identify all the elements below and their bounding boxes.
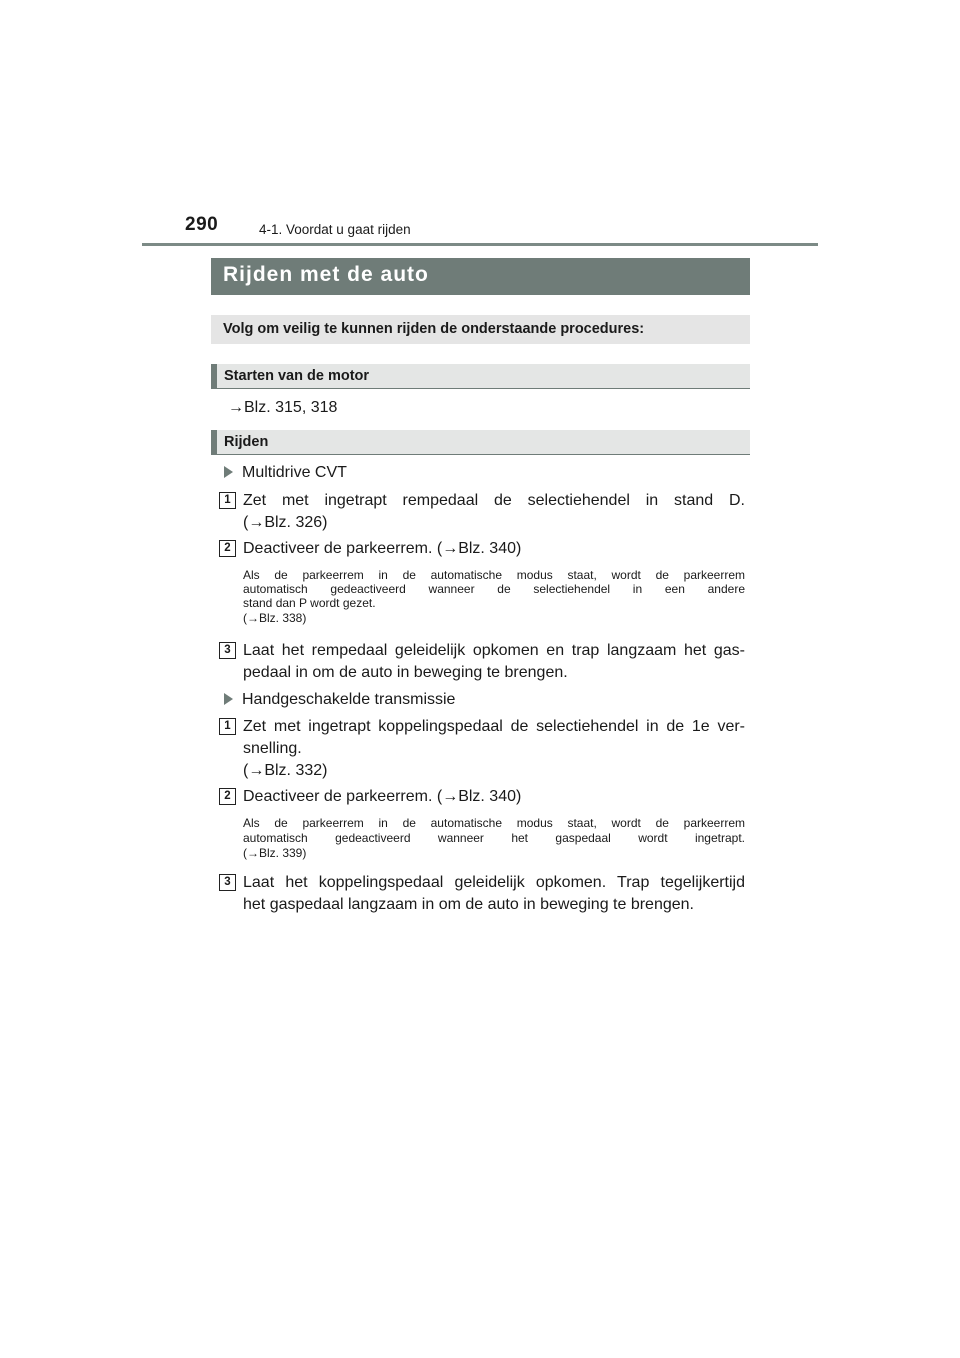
subheading-starting <box>211 364 750 389</box>
step-manual-1-line1: Zet met ingetrapt koppelingspedaal de selectiehendel in de 1e ver- <box>243 718 745 735</box>
step-cvt-2-note-line4: (→Blz. 338) <box>243 611 307 625</box>
step-manual-2-note-line2: automatisch gedeactiveerd wanneer het gaspedaal wordt ingetrapt. <box>243 831 745 845</box>
bullet-cvt-label: Multidrive CVT <box>242 464 347 481</box>
step-cvt-2-text: Deactiveer de parkeerrem. (→Blz. 340) <box>243 540 522 557</box>
step-cvt-2-note-line3: stand dan P wordt gezet. <box>243 596 376 610</box>
subheading-starting-label: Starten van de motor <box>224 368 370 384</box>
step-cvt-3-line2: pedaal in om de auto in beweging te brengen. <box>243 664 568 681</box>
step-number-cvt-3: 3 <box>219 642 236 659</box>
intro-box <box>211 315 750 344</box>
step-cvt-2-note-line2: automatisch gedeactiveerd wanneer de selectiehendel in een andere <box>243 582 745 596</box>
step-number-manual-3: 3 <box>219 874 236 891</box>
page-title-bar <box>211 258 750 295</box>
step-manual-2-note-line1: Als de parkeerrem in de automatische modus staat, wordt de parkeerrem <box>243 816 745 830</box>
subheading-driving-label: Rijden <box>224 434 269 450</box>
page-title: Rijden met de auto <box>223 263 429 286</box>
step-manual-2-text: Deactiveer de parkeerrem. (→Blz. 340) <box>243 788 522 805</box>
subheading-driving <box>211 430 750 455</box>
step-number-cvt-1: 1 <box>219 492 236 509</box>
step-cvt-1-line1: Zet met ingetrapt rempedaal de selectiehendel in stand D. <box>243 492 745 509</box>
step-manual-1-line3: (→Blz. 332) <box>243 762 328 779</box>
step-number-cvt-2: 2 <box>219 540 236 557</box>
step-manual-3-line2: het gaspedaal langzaam in om de auto in beweging te brengen. <box>243 896 694 913</box>
section-reference: 4-1. Voordat u gaat rijden <box>259 222 411 237</box>
header-rule <box>142 243 818 246</box>
step-cvt-2-note-line1: Als de parkeerrem in de automatische modus staat, wordt de parkeerrem <box>243 568 745 582</box>
bullet-manual-label: Handgeschakelde transmissie <box>242 691 456 708</box>
triangle-bullet-icon <box>224 693 233 705</box>
step-cvt-1-line2: (→Blz. 326) <box>243 514 328 531</box>
step-number-manual-2: 2 <box>219 788 236 805</box>
intro-text: Volg om veilig te kunnen rijden de onderstaande procedures: <box>223 321 645 337</box>
step-manual-1-line2: snelling. <box>243 740 302 757</box>
step-number-manual-1: 1 <box>219 718 236 735</box>
step-manual-3-line1: Laat het koppelingspedaal geleidelijk opkomen. Trap tegelijkertijd <box>243 874 745 891</box>
step-manual-2-note-line3: (→Blz. 339) <box>243 846 307 860</box>
bullet-cvt <box>224 461 347 485</box>
triangle-bullet-icon <box>224 466 233 478</box>
step-cvt-3-line1: Laat het rempedaal geleidelijk opkomen en trap langzaam het gas- <box>243 642 745 659</box>
starting-reference: →Blz. 315, 318 <box>228 399 338 416</box>
bullet-manual <box>224 688 455 712</box>
page-number: 290 <box>185 214 219 235</box>
